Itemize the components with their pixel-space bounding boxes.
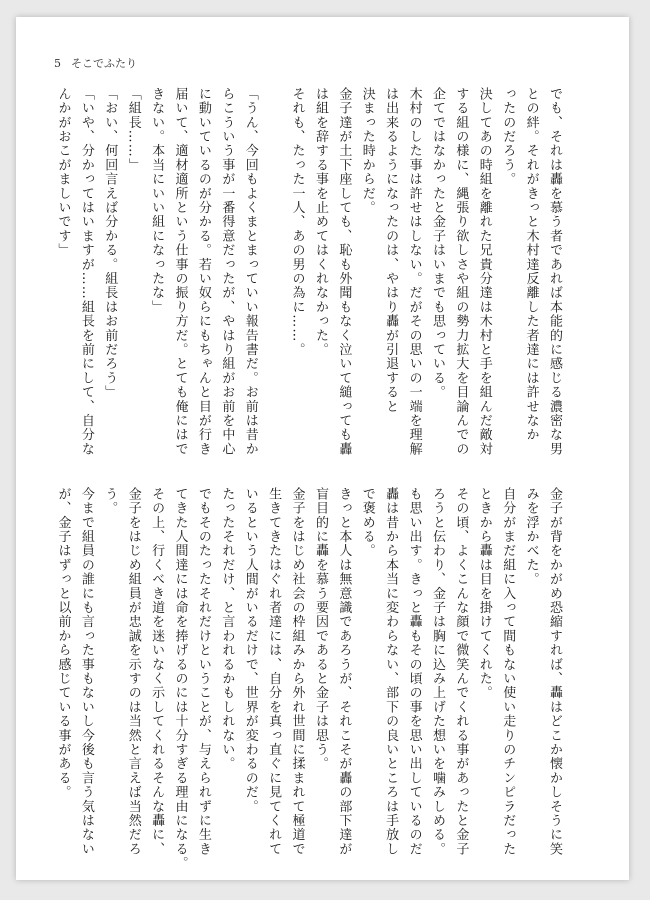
text-line: 今まで組員の誰にも言った事もないし今後も言う気はない: [78, 487, 94, 857]
text-line: それも、たった一人、あの男の為に……。: [289, 87, 305, 357]
text-line: 「組長……」: [125, 87, 141, 173]
text-line: 企てではなかったと金子はいまでも思っている。: [429, 87, 445, 400]
text-line: 盲目的に轟を慕う要因であると金子は思う。: [312, 487, 328, 771]
page-number: 5: [54, 57, 61, 70]
text-line: いるという人間がいるだけで、世界が変わるのだ。: [242, 487, 258, 814]
text-line: に動いているのが分かる。若い奴らにもちゃんと目が行き: [195, 87, 211, 457]
text-line: ったのだろう。: [500, 87, 516, 187]
text-line: 轟は昔から本当に変わらない、部下の良いところは手放し: [383, 487, 399, 857]
text-line: らこういう事が一番得意だったが、やはり組がお前を中心: [219, 87, 235, 457]
text-line: 決してあの時組を離れた兄貴分達は木村と手を組んだ敵対: [476, 87, 492, 457]
text-line: 届いて、適材適所という仕事の振り方だ。とても俺にはで: [172, 87, 188, 457]
text-line: 木村のした事は許せはしない。だがその思いの一端を理解: [406, 87, 422, 457]
text-line: みを浮かべた。: [523, 487, 539, 587]
chapter-title: そこでふたり: [71, 57, 137, 70]
text-line: 金子が背をかがめ恐縮すれば、轟はどこか懐かしそうに笑: [547, 487, 562, 857]
text-line: 「うん、今回もよくまとまっていい報告書だ。お前は昔か: [242, 87, 258, 457]
text-line: で褒める。: [359, 487, 375, 558]
text-line: でも、それは轟を慕う者であれば本能的に感じる濃密な男: [547, 87, 562, 457]
text-block-bottom: [55, 487, 566, 871]
text-line: [262, 87, 285, 457]
text-line: する組の様に、縄張り欲しさや組の勢力拡大を目論んでの: [453, 87, 469, 457]
text-line: 金子をはじめ社会の枠組みから外れ世間に揉まれて極道で: [289, 487, 305, 857]
text-line: は出来るようになったのは、やはり轟が引退すると: [383, 87, 399, 414]
text-line: んかがおこがましいです」: [55, 87, 71, 258]
text-line: も思い出す。きっと轟もその頃の事を思い出しているのだ: [406, 487, 422, 857]
text-line: たったそれだけ、と言われるかもしれない。: [219, 487, 235, 771]
text-line: う。: [102, 487, 118, 516]
text-line: 金子をはじめ組員が忠誠を示すのは当然と言えば当然だろ: [125, 487, 141, 857]
text-line: でもそのたったそれだけということが、与えられずに生き: [195, 487, 211, 857]
text-block-top: [55, 87, 566, 457]
text-line: きっと本人は無意識であろうが、それこそが轟の部下達が: [336, 487, 352, 857]
running-header: [54, 55, 184, 73]
text-line: その頃、よくこんな顔で微笑んでくれる事があったと金子: [453, 487, 469, 857]
text-line: 決まった時からだ。: [359, 87, 375, 215]
text-line: との絆。それがきっと木村達反離した者達には許せなか: [523, 87, 539, 442]
text-line: 「おい、何回言えば分かる。組長はお前だろう」: [102, 87, 118, 400]
text-line: が、金子はずっと以前から感じている事がある。: [55, 487, 71, 800]
text-line: 自分がまだ組に入って間もない使い走りのチンピラだった: [500, 487, 516, 857]
text-line: その上、行くべき道を迷いなく示してくれるそんな轟に、: [149, 487, 165, 857]
book-page: [16, 17, 629, 880]
text-line: てきた人間達には命を捧げるのには十分すぎる理由になる。: [172, 487, 188, 871]
text-line: 生きてきたはぐれ者達には、自分を真っ直ぐに見てくれて: [266, 487, 282, 857]
text-line: は組を辞する事を止めてはくれなかった。: [312, 87, 328, 357]
text-line: 「いや、分かってはいますが……組長を前にして、自分な: [78, 87, 94, 457]
text-line: 金子達が土下座しても、恥も外聞もなく泣いて縋っても轟: [336, 87, 352, 457]
text-line: ろうと伝わり、金子は胸に込み上げた想いを噛みしめる。: [429, 487, 445, 857]
text-line: きない。本当にいい組になったな」: [149, 87, 165, 315]
text-line: ときから轟は目を掛けてくれた。: [476, 487, 492, 700]
